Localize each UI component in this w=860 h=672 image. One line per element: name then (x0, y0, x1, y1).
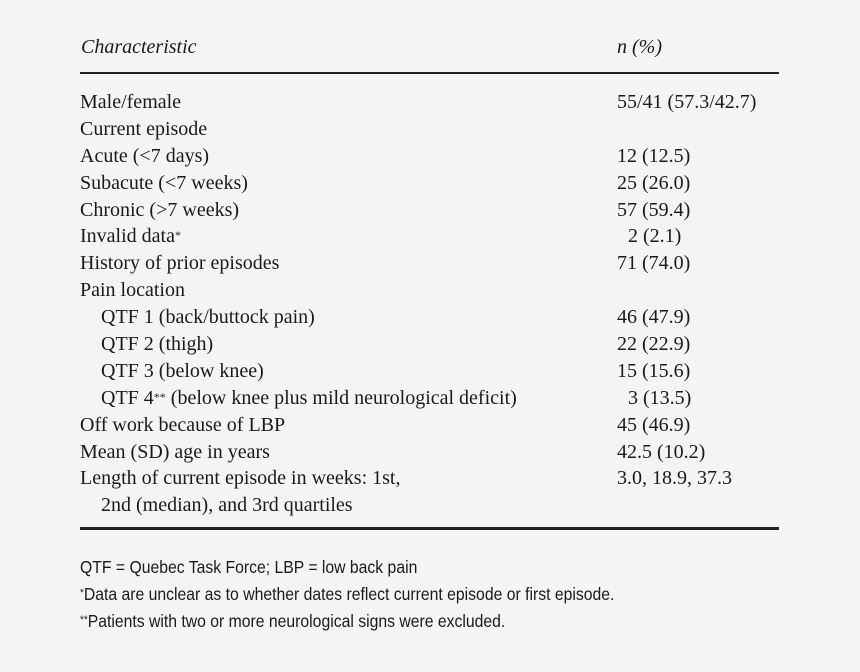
header-n-percent: n (%) (617, 36, 662, 58)
header-characteristic: Characteristic (81, 36, 197, 58)
row-label: Male/female (80, 91, 182, 113)
table-row (80, 170, 779, 197)
footnote-marker: * (80, 587, 84, 600)
table-row (80, 250, 779, 277)
table-row (80, 412, 779, 439)
table-row (80, 277, 779, 304)
row-value: 55/41 (57.3/42.7) (617, 91, 757, 113)
row-value: 12 (12.5) (617, 144, 691, 167)
footnote-2 (80, 608, 709, 635)
row-label: Pain location (80, 279, 185, 302)
row-label: Current episode (80, 117, 208, 140)
row-label: Off work because of LBP (80, 413, 286, 436)
table-row (80, 143, 779, 170)
table-footnotes (80, 554, 709, 635)
row-value: 15 (15.6) (617, 359, 691, 382)
table-body (80, 74, 779, 527)
row-value: 2 (2.1) (628, 225, 682, 248)
table-row (80, 439, 779, 466)
footnote-text: Data are unclear as to whether dates reflect current episode or first episode. (83, 584, 615, 605)
row-label: History of prior episodes (80, 252, 280, 275)
row-label: Length of current episode in weeks: 1st, (80, 467, 401, 490)
bottom-rule (80, 527, 779, 530)
table-row (80, 89, 779, 116)
table-row (80, 358, 779, 385)
footnote-text: Patients with two or more neurological signs were excluded. (87, 611, 506, 632)
row-value: 57 (59.4) (617, 198, 691, 221)
table-header (80, 34, 779, 72)
footnote-marker: * (174, 228, 181, 243)
row-value: 42.5 (10.2) (617, 440, 706, 463)
row-label-rest: (below knee plus mild neurological deficit) (165, 386, 517, 409)
row-value: 25 (26.0) (617, 171, 691, 194)
row-label: QTF 3 (below knee) (101, 359, 264, 382)
row-value: 45 (46.9) (617, 413, 691, 436)
row-label-text: Invalid data (80, 225, 175, 248)
row-value: 3 (13.5) (628, 386, 692, 409)
table-row (80, 331, 779, 358)
characteristics-table (80, 34, 779, 635)
row-label-text: QTF 4 (101, 386, 154, 409)
row-label: QTF 2 (thigh) (101, 333, 214, 356)
row-label: Subacute (<7 weeks) (80, 171, 248, 194)
row-value: 22 (22.9) (617, 333, 691, 356)
row-label: QTF 1 (back/buttock pain) (101, 306, 315, 329)
table-row (80, 304, 779, 331)
row-label: 2nd (median), and 3rd quartiles (101, 494, 353, 517)
table-row (80, 465, 779, 492)
row-label: Acute (<7 days) (80, 144, 210, 167)
row-label: Mean (SD) age in years (80, 440, 270, 463)
table-row (80, 223, 779, 250)
row-value: 3.0, 18.9, 37.3 (617, 467, 732, 490)
footnote-marker: ** (80, 614, 88, 627)
footnote-marker: ** (153, 389, 166, 404)
row-label (80, 223, 181, 250)
table-row (80, 492, 779, 519)
row-label (101, 385, 517, 412)
table-row (80, 197, 779, 224)
abbreviations-note: QTF = Quebec Task Force; LBP = low back pain (80, 557, 418, 578)
row-label: Chronic (>7 weeks) (80, 198, 240, 221)
row-value: 71 (74.0) (617, 252, 691, 275)
row-value: 46 (47.9) (617, 306, 691, 329)
table-row (80, 116, 779, 143)
footnote-1 (80, 581, 709, 608)
table-row (80, 385, 779, 412)
